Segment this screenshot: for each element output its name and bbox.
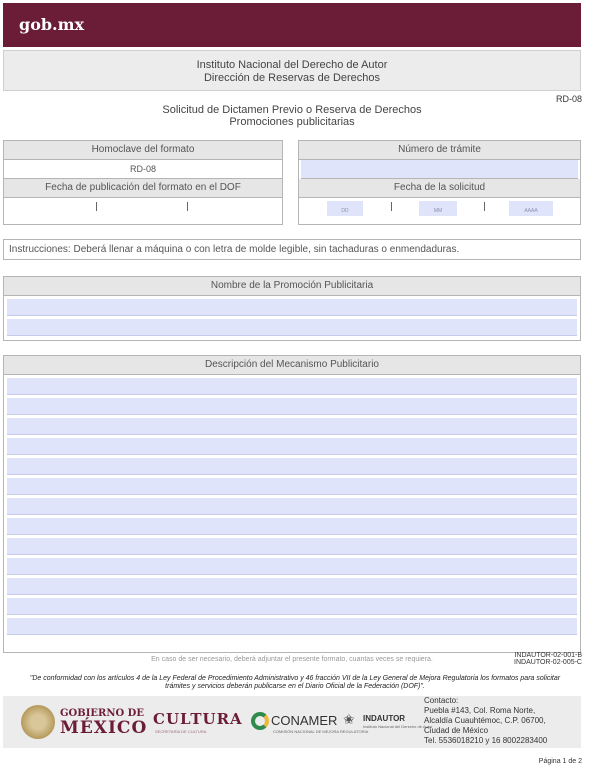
description-line[interactable]: [7, 618, 577, 635]
top-bar: [3, 3, 581, 47]
description-line[interactable]: [7, 458, 577, 475]
description-line[interactable]: [7, 478, 577, 495]
contact-heading: Contacto:: [424, 696, 459, 705]
description-line[interactable]: [7, 518, 577, 535]
footer-code-1: INDAUTOR-02-001-B: [514, 652, 582, 659]
date-separator: [187, 202, 188, 211]
instructions: Instrucciones: Deberá llenar a máquina o con letra de molde legible, sin tachaduras o enmendaduras.: [3, 239, 581, 260]
promotion-name-section: [3, 276, 581, 341]
institution-header: [3, 50, 581, 91]
cultura-subtitle: SECRETARÍA DE CULTURA: [155, 729, 207, 734]
form-title-line1: Solicitud de Dictamen Previo o Reserva de Derechos: [162, 104, 422, 116]
description-line[interactable]: [7, 498, 577, 515]
gobmx-logo: gob.mx: [19, 15, 85, 34]
indautor-logo: INDAUTOR: [363, 714, 406, 723]
contact-phone: Tel. 5536018210 y 16 8002283400: [424, 736, 548, 745]
homoclave-label: Homoclave del formato: [4, 141, 282, 160]
contact-info: [424, 696, 547, 746]
footer-code-2: INDAUTOR-02-005-C: [514, 659, 582, 666]
form-title-line2: Promociones publicitarias: [229, 116, 355, 128]
national-seal-icon: [21, 705, 55, 739]
pub-date-field[interactable]: [4, 198, 282, 218]
format-info-box: [3, 140, 283, 225]
legal-notice: "De conformidad con los artículos 4 de la Ley Federal de Procedimiento Administrativo y 46 fracción VII de la Ley General de Mejora Regulatoria los formatos para solicitar trámites y servicios deberán publicarse en el Diario Oficial de la Federación (DOF)".: [29, 675, 561, 690]
date-separator: [391, 202, 392, 211]
institution-name: Instituto Nacional del Derecho de Autor: [196, 59, 388, 71]
indautor-icon: ✬: [343, 711, 355, 727]
contact-city: Ciudad de México: [424, 726, 489, 735]
conamer-subtitle: COMISIÓN NACIONAL DE MEJORA REGULATORIA: [273, 729, 369, 734]
month-input[interactable]: MM: [419, 201, 457, 216]
date-separator: [484, 202, 485, 211]
direction-name: Dirección de Reservas de Derechos: [203, 72, 381, 84]
mechanism-description-section: [3, 355, 581, 653]
conamer-icon: [251, 712, 269, 730]
description-line[interactable]: [7, 378, 577, 395]
homoclave-value: RD-08: [4, 160, 282, 179]
solicitud-date-label: Fecha de la solicitud: [299, 179, 580, 198]
attach-note: En caso de ser necesario, deberá adjuntar el presente formato, cuantas veces se requiera.: [151, 656, 433, 663]
day-input[interactable]: DD: [327, 201, 363, 216]
contact-address-2: Alcaldía Cuauhtémoc, C.P. 06700,: [424, 716, 546, 725]
promotion-name-line[interactable]: [7, 299, 577, 316]
description-line[interactable]: [7, 598, 577, 615]
page-number: Página 1 de 2: [538, 758, 582, 765]
form-title: [3, 104, 581, 128]
indautor-subtitle: Instituto Nacional del Derecho de Autor: [363, 724, 433, 729]
description-line[interactable]: [7, 398, 577, 415]
tramite-input[interactable]: [301, 160, 578, 179]
description-line[interactable]: [7, 538, 577, 555]
description-line[interactable]: [7, 558, 577, 575]
description-line[interactable]: [7, 578, 577, 595]
form-code: RD-08: [555, 94, 582, 104]
tramite-info-box: [298, 140, 581, 225]
footer-codes: [514, 652, 582, 666]
year-input[interactable]: AAAA: [509, 201, 553, 216]
conamer-logo: CONAMER: [271, 713, 338, 728]
gob-logo-line2: MÉXICO: [60, 718, 148, 738]
description-line[interactable]: [7, 418, 577, 435]
description-line[interactable]: [7, 438, 577, 455]
gobierno-de-mexico-logo: [60, 708, 147, 736]
pub-date-label: Fecha de publicación del formato en el DOF: [4, 179, 282, 198]
promotion-name-line[interactable]: [7, 319, 577, 336]
cultura-logo: CULTURA: [153, 710, 243, 728]
promotion-name-label: Nombre de la Promoción Publicitaria: [4, 277, 580, 296]
footer-logos: [3, 696, 581, 748]
contact-address-1: Puebla #143, Col. Roma Norte,: [424, 706, 536, 715]
tramite-label: Número de trámite: [299, 141, 580, 160]
date-separator: [96, 202, 97, 211]
solicitud-date-field: [299, 198, 580, 218]
gob-logo-line1: GOBIERNO DE: [60, 708, 144, 719]
mechanism-description-label: Descripción del Mecanismo Publicitario: [4, 356, 580, 375]
